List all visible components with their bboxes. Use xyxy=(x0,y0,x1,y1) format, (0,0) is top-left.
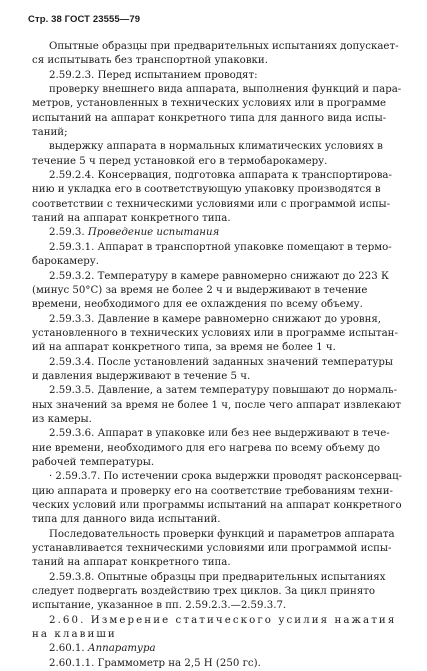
text-line: ных значений за время не более 1 ч, после чего аппарат извлекают xyxy=(32,399,402,411)
text-line: на клавиши xyxy=(32,629,117,641)
text-line: ческих условий или программы испытаний на аппарат конкретного xyxy=(32,500,402,511)
text-line: Последовательность проверки функций и параметров аппарата xyxy=(49,528,395,540)
text-line: типа для данного вида испытаний. xyxy=(32,514,221,526)
line-number: 2.59.3. xyxy=(49,227,88,239)
text-line: из камеры. xyxy=(32,413,92,425)
section-heading: Аппаратура xyxy=(87,643,156,655)
text-line: таний на аппарат конкретного типа. xyxy=(32,213,231,225)
text-line: 2.59.2.3. Перед испытанием проводят: xyxy=(49,69,258,81)
text-line: установленного в технических условиях или в программе испытан- xyxy=(32,327,398,339)
text-line: 2.59.3.3. Давление в камере равномерно снижают до уровня, xyxy=(49,313,382,325)
line-number: 2.60.1. xyxy=(49,643,88,655)
text-line: 2.60. Измерение статического усилия нажатия xyxy=(49,614,397,626)
text-line: таний; xyxy=(32,127,68,139)
text-line: 2.59.3.1. Аппарат в транспортной упаковке помещают в термо- xyxy=(49,241,392,253)
text-line: таний на аппарат конкретного типа. xyxy=(32,557,231,569)
text-line: цию аппарата и проверку его на соответствие требованиям техни- xyxy=(32,485,393,497)
text-line: выдержку аппарата в нормальных климатических условиях в xyxy=(49,141,383,153)
text-line: рабочей температуры. xyxy=(32,456,155,468)
text-line: 2.59.3.2. Температуру в камере равномерно снижают до 223 К xyxy=(49,270,389,282)
text-line: нию и укладка его в соответствующую упаковку производятся в xyxy=(32,184,381,196)
text-line: ние времени, необходимого для его нагрева по всему объему до xyxy=(32,442,381,454)
text-line: 2.60.1.1. Граммометр на 2,5 Н (250 гс). xyxy=(49,657,261,669)
text-line: соответствии с техническими условиями или с программой испы- xyxy=(32,198,391,210)
text-line: испытание, указанное в пп. 2.59.2.3.—2.59.3.7. xyxy=(32,600,287,612)
text-line: устанавливается техническими условиями или программой испы- xyxy=(32,543,392,555)
text-line: (минус 50°С) за время не более 2 ч и выдерживают в течение xyxy=(32,284,368,296)
page-header: Стр. 38 ГОСТ 23555—79 xyxy=(28,14,141,25)
text-line: ся испытывать без транспортной упаковки. xyxy=(32,55,268,67)
text-line xyxy=(32,226,402,240)
text-line: следует подвергать воздействию трех циклов. За цикл принято xyxy=(32,586,376,598)
text-line: Опытные образцы при предварительных испытаниях допускает- xyxy=(49,41,399,52)
text-line xyxy=(32,642,402,656)
text-line: 2.59.3.5. Давление, а затем температуру повышают до нормаль- xyxy=(49,385,398,397)
text-line: 2.59.3.8. Опытные образцы при предварительных испытаниях xyxy=(49,571,386,583)
text-line: 2.59.2.4. Консервация, подготовка аппарата к транспортирова- xyxy=(49,170,392,182)
text-line: · 2.59.3.7. По истечении срока выдержки проводят расконсервац- xyxy=(49,471,403,483)
text-line: ий на аппарат конкретного типа, за время не более 1 ч. xyxy=(32,342,336,354)
text-line: метров, установленных в технических условиях или в программе xyxy=(32,98,387,110)
text-line: 2.59.3.4. После установлений заданных значений температуры xyxy=(49,356,393,368)
section-heading: Проведение испытания xyxy=(87,227,220,239)
text-line: испытаний на аппарат конкретного типа для данного вида испы- xyxy=(32,112,387,124)
text-line: и давления выдерживают в течение 5 ч. xyxy=(32,370,251,382)
text-line: проверку внешнего вида аппарата, выполнения функций и пара- xyxy=(49,84,402,96)
body-text xyxy=(32,40,402,671)
text-line: 2.59.3.6. Аппарат в упаковке или без нее выдерживают в тече- xyxy=(49,428,390,440)
text-line: времени, необходимого для ее охлаждения по всему объему. xyxy=(32,299,363,311)
text-line: течение 5 ч перед установкой его в термобарокамеру. xyxy=(32,155,328,167)
text-line: барокамеру. xyxy=(32,256,100,268)
